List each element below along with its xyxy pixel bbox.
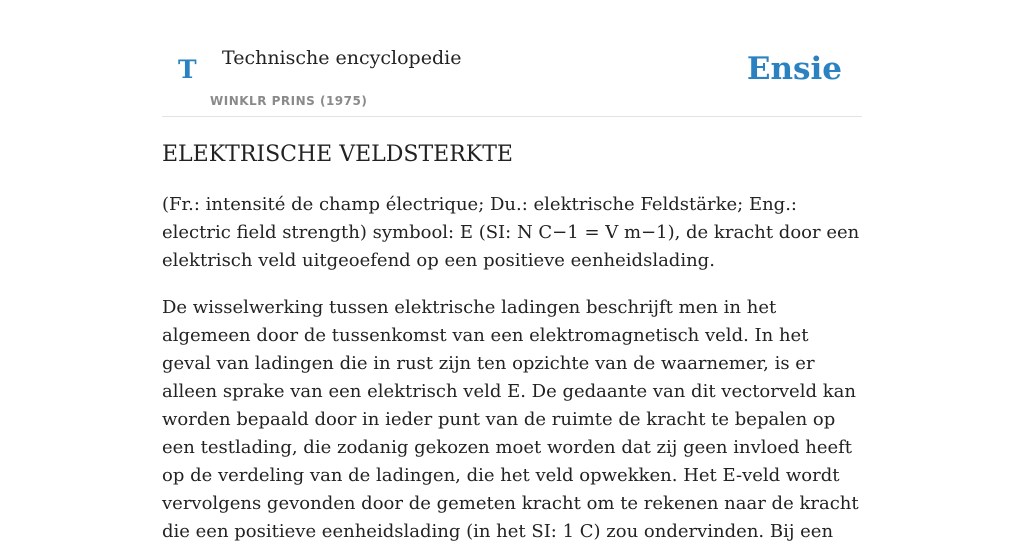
book-title-link[interactable]: Technische encyclopedie	[222, 47, 462, 69]
article-paragraph-definition: (Fr.: intensité de champ électrique; Du.: elektrische Feldstärke; Eng.: electric field strength) symbool: E (SI: N C−1 = V m−1), de kracht door een elektrisch veld uitgeoefend op een positieve eenheidslading.	[162, 194, 860, 271]
book-header	[162, 0, 862, 117]
book-source-label: WINKLR PRINS (1975)	[210, 94, 368, 108]
ensie-logo-link[interactable]: Ensie	[746, 51, 842, 87]
article-paragraph-body: De wisselwerking tussen elektrische ladingen beschrijft men in het algemeen door de tussenkomst van een elektromagnetisch veld. In het geval van ladingen die in rust zijn ten opzichte van de waarnemer, is er alleen sprake van een elektrisch veld E. De gedaante van dit vectorveld kan worden bepaald door in ieder punt van de ruimte de kracht te bepalen op een testlading, die zodanig gekozen moet worden dat zij geen invloed heeft op de verdeling van de ladingen, die het veld opwekken. Het E-veld wordt vervolgens gevonden door de gemeten kracht om te rekenen naar de kracht die een positieve eenheidslading (in het SI: 1 C) zou ondervinden. Bij een	[162, 297, 859, 542]
article-title: ELEKTRISCHE VELDSTERKTE	[162, 142, 513, 167]
article	[162, 138, 862, 546]
book-logo[interactable]: T	[178, 55, 197, 84]
